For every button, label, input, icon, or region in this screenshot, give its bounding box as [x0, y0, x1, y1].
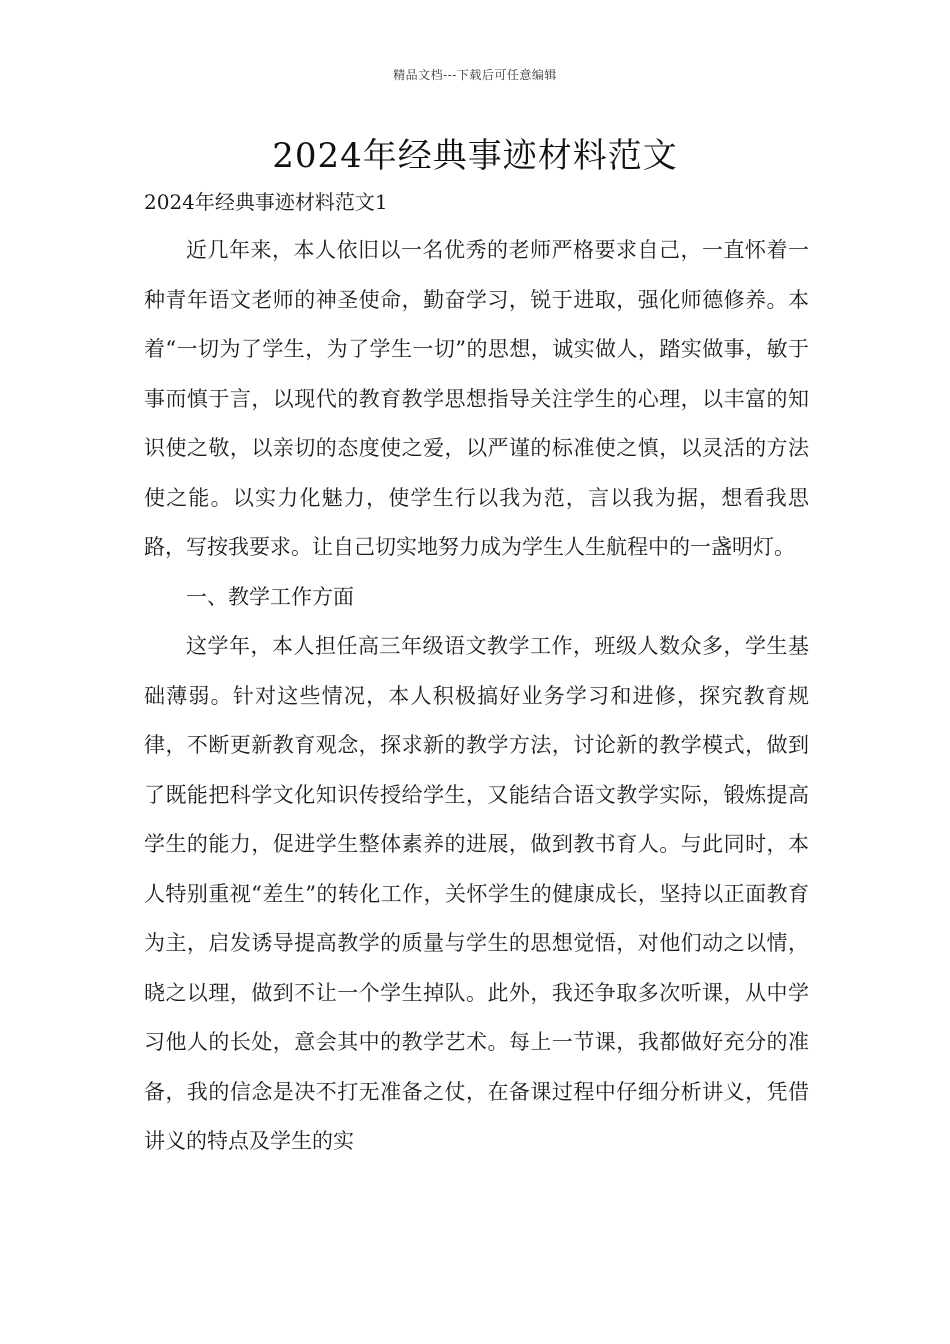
paragraph-intro: 近几年来，本人依旧以一名优秀的老师严格要求自己，一直怀着一种青年语文老师的神圣使命，勤奋学习，锐于进取，强化师德修养。本着“一切为了学生，为了学生一切”的思想，诚实做人，踏实做事，敏于事而慎于言，以现代的教育教学思想指导关注学生的心理，以丰富的知识使之敬，以亲切的态度使之爱，以严谨的标准使之慎，以灵活的方法使之能。以实力化魅力，使学生行以我为范，言以我为据，想看我思路，写按我要求。让自己切实地努力成为学生人生航程中的一盏明灯。	[144, 238, 809, 559]
section-heading-teaching: 一、教学工作方面	[186, 584, 354, 609]
header-note: 精品文档---下载后可任意编辑	[393, 68, 557, 82]
paragraph-teaching: 这学年，本人担任高三年级语文教学工作，班级人数众多，学生基础薄弱。针对这些情况，本人积极搞好业务学习和进修，探究教育规律，不断更新教育观念，探求新的教学方法，讨论新的教学模式，做到了既能把科学文化知识传授给学生，又能结合语文教学实际，锻炼提高学生的能力，促进学生整体素养的进展，做到教书育人。与此同时，本人特别重视“差生”的转化工作，关怀学生的健康成长，坚持以正面教育为主，启发诱导提高教学的质量与学生的思想觉悟，对他们动之以情，晓之以理，做到不让一个学生掉队。此外，我还争取多次听课，从中学习他人的长处，意会其中的教学艺术。每上一节课，我都做好充分的准备，我的信念是决不打无准备之仗，在备课过程中仔细分析讲义，凭借讲义的特点及学生的实	[144, 634, 809, 1153]
section-subtitle: 2024年经典事迹材料范文1	[144, 190, 388, 214]
document-title: 2024年经典事迹材料范文	[272, 136, 678, 176]
body-text	[144, 226, 809, 1167]
